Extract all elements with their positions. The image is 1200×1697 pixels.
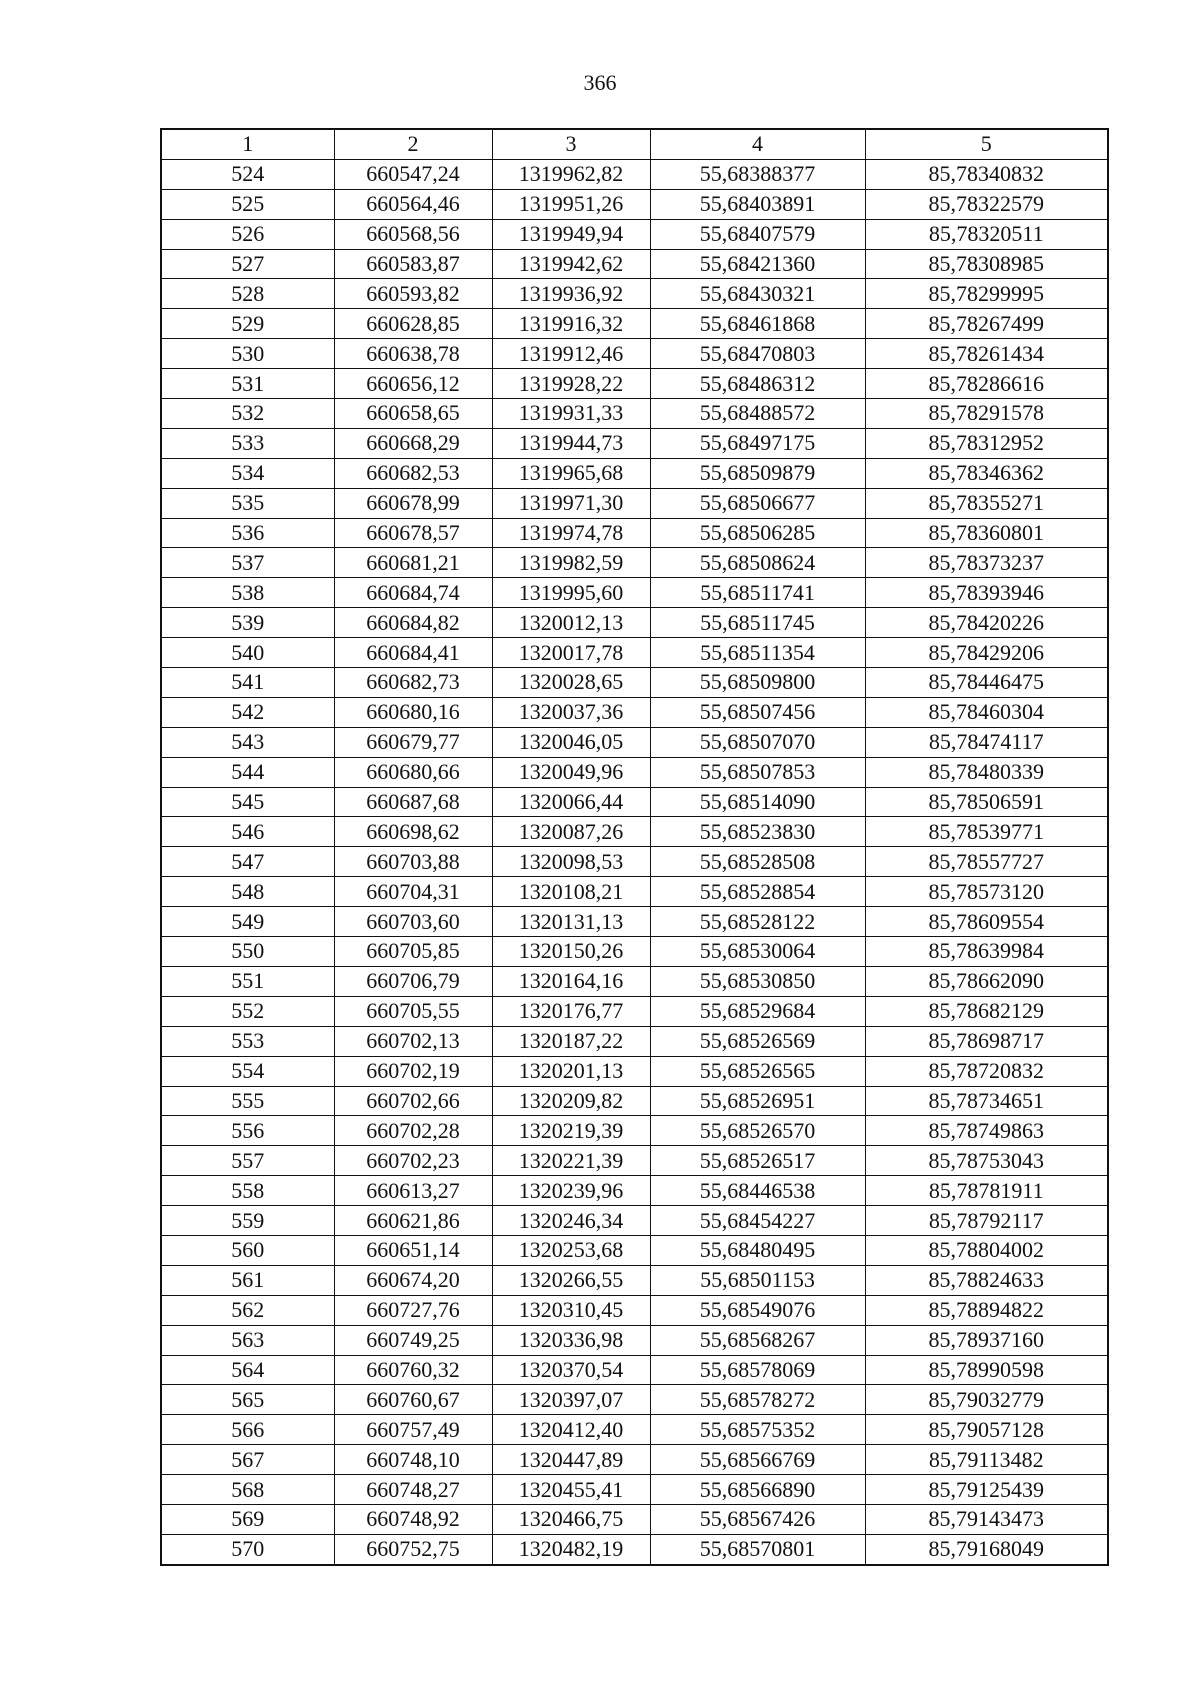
- table-row: [161, 1325, 1108, 1355]
- point-number-cell: 549: [161, 907, 334, 937]
- longitude-cell: 85,78299995: [865, 279, 1108, 309]
- latitude-cell: 55,68528508: [650, 847, 865, 877]
- x-coordinate-cell: 660656,12: [334, 369, 492, 399]
- longitude-cell: 85,78322579: [865, 189, 1108, 219]
- point-number-cell: 566: [161, 1415, 334, 1445]
- x-coordinate-cell: 660621,86: [334, 1206, 492, 1236]
- y-coordinate-cell: 1320310,45: [492, 1295, 650, 1325]
- table-row: [161, 548, 1108, 578]
- column-header-4: 4: [650, 129, 865, 159]
- x-coordinate-cell: 660702,66: [334, 1086, 492, 1116]
- y-coordinate-cell: 1319995,60: [492, 578, 650, 608]
- x-coordinate-cell: 660613,27: [334, 1176, 492, 1206]
- longitude-cell: 85,78639984: [865, 937, 1108, 967]
- latitude-cell: 55,68549076: [650, 1295, 865, 1325]
- point-number-cell: 559: [161, 1206, 334, 1236]
- longitude-cell: 85,78420226: [865, 608, 1108, 638]
- latitude-cell: 55,68509800: [650, 668, 865, 698]
- x-coordinate-cell: 660658,65: [334, 399, 492, 429]
- longitude-cell: 85,78792117: [865, 1206, 1108, 1236]
- table-row: [161, 1146, 1108, 1176]
- y-coordinate-cell: 1320466,75: [492, 1504, 650, 1534]
- table-row: [161, 1206, 1108, 1236]
- point-number-cell: 561: [161, 1265, 334, 1295]
- point-number-cell: 539: [161, 608, 334, 638]
- longitude-cell: 85,78320511: [865, 219, 1108, 249]
- y-coordinate-cell: 1320201,13: [492, 1056, 650, 1086]
- x-coordinate-cell: 660748,10: [334, 1445, 492, 1475]
- y-coordinate-cell: 1320221,39: [492, 1146, 650, 1176]
- table-row: [161, 458, 1108, 488]
- point-number-cell: 526: [161, 219, 334, 249]
- table-row: [161, 817, 1108, 847]
- longitude-cell: 85,78308985: [865, 249, 1108, 279]
- longitude-cell: 85,78460304: [865, 697, 1108, 727]
- point-number-cell: 530: [161, 339, 334, 369]
- longitude-cell: 85,78373237: [865, 548, 1108, 578]
- table-row: [161, 189, 1108, 219]
- y-coordinate-cell: 1320028,65: [492, 668, 650, 698]
- longitude-cell: 85,78824633: [865, 1265, 1108, 1295]
- table-row: [161, 996, 1108, 1026]
- y-coordinate-cell: 1320187,22: [492, 1026, 650, 1056]
- longitude-cell: 85,78340832: [865, 159, 1108, 189]
- longitude-cell: 85,78573120: [865, 877, 1108, 907]
- latitude-cell: 55,68508624: [650, 548, 865, 578]
- latitude-cell: 55,68507456: [650, 697, 865, 727]
- longitude-cell: 85,78360801: [865, 518, 1108, 548]
- point-number-cell: 541: [161, 668, 334, 698]
- longitude-cell: 85,78286616: [865, 369, 1108, 399]
- table-row: [161, 1445, 1108, 1475]
- latitude-cell: 55,68507853: [650, 757, 865, 787]
- y-coordinate-cell: 1320253,68: [492, 1235, 650, 1265]
- x-coordinate-cell: 660760,67: [334, 1385, 492, 1415]
- table-row: [161, 369, 1108, 399]
- point-number-cell: 545: [161, 787, 334, 817]
- x-coordinate-cell: 660702,19: [334, 1056, 492, 1086]
- y-coordinate-cell: 1320266,55: [492, 1265, 650, 1295]
- latitude-cell: 55,68530850: [650, 966, 865, 996]
- table-row: [161, 1475, 1108, 1505]
- point-number-cell: 532: [161, 399, 334, 429]
- y-coordinate-cell: 1320370,54: [492, 1355, 650, 1385]
- y-coordinate-cell: 1319974,78: [492, 518, 650, 548]
- y-coordinate-cell: 1320108,21: [492, 877, 650, 907]
- latitude-cell: 55,68526570: [650, 1116, 865, 1146]
- table-header: [161, 129, 1108, 159]
- table-row: [161, 697, 1108, 727]
- table-row: [161, 518, 1108, 548]
- x-coordinate-cell: 660749,25: [334, 1325, 492, 1355]
- y-coordinate-cell: 1320150,26: [492, 937, 650, 967]
- latitude-cell: 55,68511745: [650, 608, 865, 638]
- x-coordinate-cell: 660638,78: [334, 339, 492, 369]
- y-coordinate-cell: 1319942,62: [492, 249, 650, 279]
- table-row: [161, 907, 1108, 937]
- y-coordinate-cell: 1320066,44: [492, 787, 650, 817]
- table-row: [161, 578, 1108, 608]
- y-coordinate-cell: 1319936,92: [492, 279, 650, 309]
- point-number-cell: 562: [161, 1295, 334, 1325]
- x-coordinate-cell: 660684,74: [334, 578, 492, 608]
- x-coordinate-cell: 660752,75: [334, 1534, 492, 1564]
- latitude-cell: 55,68570801: [650, 1534, 865, 1564]
- point-number-cell: 551: [161, 966, 334, 996]
- latitude-cell: 55,68528854: [650, 877, 865, 907]
- point-number-cell: 525: [161, 189, 334, 219]
- latitude-cell: 55,68501153: [650, 1265, 865, 1295]
- x-coordinate-cell: 660593,82: [334, 279, 492, 309]
- y-coordinate-cell: 1319982,59: [492, 548, 650, 578]
- point-number-cell: 540: [161, 638, 334, 668]
- longitude-cell: 85,78749863: [865, 1116, 1108, 1146]
- point-number-cell: 564: [161, 1355, 334, 1385]
- x-coordinate-cell: 660583,87: [334, 249, 492, 279]
- coordinates-table: [160, 128, 1109, 1566]
- x-coordinate-cell: 660704,31: [334, 877, 492, 907]
- longitude-cell: 85,78662090: [865, 966, 1108, 996]
- longitude-cell: 85,78429206: [865, 638, 1108, 668]
- latitude-cell: 55,68506285: [650, 518, 865, 548]
- longitude-cell: 85,78312952: [865, 428, 1108, 458]
- y-coordinate-cell: 1320412,40: [492, 1415, 650, 1445]
- y-coordinate-cell: 1319912,46: [492, 339, 650, 369]
- y-coordinate-cell: 1320131,13: [492, 907, 650, 937]
- point-number-cell: 527: [161, 249, 334, 279]
- point-number-cell: 528: [161, 279, 334, 309]
- y-coordinate-cell: 1319944,73: [492, 428, 650, 458]
- point-number-cell: 537: [161, 548, 334, 578]
- x-coordinate-cell: 660748,92: [334, 1504, 492, 1534]
- latitude-cell: 55,68529684: [650, 996, 865, 1026]
- x-coordinate-cell: 660682,53: [334, 458, 492, 488]
- table-row: [161, 877, 1108, 907]
- x-coordinate-cell: 660702,13: [334, 1026, 492, 1056]
- point-number-cell: 524: [161, 159, 334, 189]
- x-coordinate-cell: 660687,68: [334, 787, 492, 817]
- y-coordinate-cell: 1320447,89: [492, 1445, 650, 1475]
- longitude-cell: 85,78261434: [865, 339, 1108, 369]
- point-number-cell: 570: [161, 1534, 334, 1564]
- y-coordinate-cell: 1320219,39: [492, 1116, 650, 1146]
- longitude-cell: 85,78539771: [865, 817, 1108, 847]
- point-number-cell: 529: [161, 309, 334, 339]
- y-coordinate-cell: 1320209,82: [492, 1086, 650, 1116]
- table-row: [161, 1504, 1108, 1534]
- x-coordinate-cell: 660568,56: [334, 219, 492, 249]
- x-coordinate-cell: 660705,85: [334, 937, 492, 967]
- latitude-cell: 55,68568267: [650, 1325, 865, 1355]
- x-coordinate-cell: 660703,60: [334, 907, 492, 937]
- longitude-cell: 85,78393946: [865, 578, 1108, 608]
- table-row: [161, 1086, 1108, 1116]
- x-coordinate-cell: 660748,27: [334, 1475, 492, 1505]
- longitude-cell: 85,79032779: [865, 1385, 1108, 1415]
- latitude-cell: 55,68470803: [650, 339, 865, 369]
- longitude-cell: 85,78609554: [865, 907, 1108, 937]
- point-number-cell: 563: [161, 1325, 334, 1355]
- x-coordinate-cell: 660680,16: [334, 697, 492, 727]
- page-number: 366: [583, 70, 617, 95]
- table-row: [161, 937, 1108, 967]
- latitude-cell: 55,68430321: [650, 279, 865, 309]
- y-coordinate-cell: 1319928,22: [492, 369, 650, 399]
- longitude-cell: 85,78346362: [865, 458, 1108, 488]
- point-number-cell: 535: [161, 488, 334, 518]
- latitude-cell: 55,68578069: [650, 1355, 865, 1385]
- table-row: [161, 1235, 1108, 1265]
- longitude-cell: 85,79125439: [865, 1475, 1108, 1505]
- latitude-cell: 55,68578272: [650, 1385, 865, 1415]
- latitude-cell: 55,68407579: [650, 219, 865, 249]
- x-coordinate-cell: 660757,49: [334, 1415, 492, 1445]
- latitude-cell: 55,68566890: [650, 1475, 865, 1505]
- y-coordinate-cell: 1320098,53: [492, 847, 650, 877]
- latitude-cell: 55,68566769: [650, 1445, 865, 1475]
- point-number-cell: 548: [161, 877, 334, 907]
- latitude-cell: 55,68509879: [650, 458, 865, 488]
- longitude-cell: 85,79113482: [865, 1445, 1108, 1475]
- y-coordinate-cell: 1319949,94: [492, 219, 650, 249]
- longitude-cell: 85,78804002: [865, 1235, 1108, 1265]
- table-row: [161, 428, 1108, 458]
- y-coordinate-cell: 1320087,26: [492, 817, 650, 847]
- latitude-cell: 55,68526517: [650, 1146, 865, 1176]
- point-number-cell: 569: [161, 1504, 334, 1534]
- latitude-cell: 55,68575352: [650, 1415, 865, 1445]
- latitude-cell: 55,68497175: [650, 428, 865, 458]
- x-coordinate-cell: 660628,85: [334, 309, 492, 339]
- x-coordinate-cell: 660684,41: [334, 638, 492, 668]
- table-row: [161, 608, 1108, 638]
- x-coordinate-cell: 660678,99: [334, 488, 492, 518]
- table-row: [161, 399, 1108, 429]
- y-coordinate-cell: 1319931,33: [492, 399, 650, 429]
- table-row: [161, 339, 1108, 369]
- table-row: [161, 1026, 1108, 1056]
- longitude-cell: 85,78720832: [865, 1056, 1108, 1086]
- latitude-cell: 55,68461868: [650, 309, 865, 339]
- table-row: [161, 727, 1108, 757]
- x-coordinate-cell: 660760,32: [334, 1355, 492, 1385]
- x-coordinate-cell: 660679,77: [334, 727, 492, 757]
- y-coordinate-cell: 1320176,77: [492, 996, 650, 1026]
- point-number-cell: 552: [161, 996, 334, 1026]
- table-row: [161, 488, 1108, 518]
- point-number-cell: 544: [161, 757, 334, 787]
- point-number-cell: 547: [161, 847, 334, 877]
- latitude-cell: 55,68511354: [650, 638, 865, 668]
- point-number-cell: 558: [161, 1176, 334, 1206]
- x-coordinate-cell: 660651,14: [334, 1235, 492, 1265]
- y-coordinate-cell: 1320037,36: [492, 697, 650, 727]
- longitude-cell: 85,78446475: [865, 668, 1108, 698]
- latitude-cell: 55,68523830: [650, 817, 865, 847]
- table-row: [161, 668, 1108, 698]
- x-coordinate-cell: 660678,57: [334, 518, 492, 548]
- y-coordinate-cell: 1320397,07: [492, 1385, 650, 1415]
- latitude-cell: 55,68528122: [650, 907, 865, 937]
- y-coordinate-cell: 1319965,68: [492, 458, 650, 488]
- x-coordinate-cell: 660682,73: [334, 668, 492, 698]
- longitude-cell: 85,78355271: [865, 488, 1108, 518]
- y-coordinate-cell: 1320164,16: [492, 966, 650, 996]
- point-number-cell: 556: [161, 1116, 334, 1146]
- latitude-cell: 55,68480495: [650, 1235, 865, 1265]
- y-coordinate-cell: 1320049,96: [492, 757, 650, 787]
- point-number-cell: 553: [161, 1026, 334, 1056]
- column-header-3: 3: [492, 129, 650, 159]
- column-header-1: 1: [161, 129, 334, 159]
- y-coordinate-cell: 1320239,96: [492, 1176, 650, 1206]
- latitude-cell: 55,68514090: [650, 787, 865, 817]
- longitude-cell: 85,79143473: [865, 1504, 1108, 1534]
- point-number-cell: 550: [161, 937, 334, 967]
- table-row: [161, 219, 1108, 249]
- point-number-cell: 567: [161, 1445, 334, 1475]
- point-number-cell: 538: [161, 578, 334, 608]
- latitude-cell: 55,68454227: [650, 1206, 865, 1236]
- latitude-cell: 55,68507070: [650, 727, 865, 757]
- x-coordinate-cell: 660702,23: [334, 1146, 492, 1176]
- point-number-cell: 555: [161, 1086, 334, 1116]
- longitude-cell: 85,78753043: [865, 1146, 1108, 1176]
- x-coordinate-cell: 660703,88: [334, 847, 492, 877]
- table-row: [161, 1176, 1108, 1206]
- point-number-cell: 531: [161, 369, 334, 399]
- x-coordinate-cell: 660698,62: [334, 817, 492, 847]
- latitude-cell: 55,68488572: [650, 399, 865, 429]
- y-coordinate-cell: 1320336,98: [492, 1325, 650, 1355]
- y-coordinate-cell: 1320455,41: [492, 1475, 650, 1505]
- x-coordinate-cell: 660564,46: [334, 189, 492, 219]
- x-coordinate-cell: 660705,55: [334, 996, 492, 1026]
- x-coordinate-cell: 660684,82: [334, 608, 492, 638]
- y-coordinate-cell: 1319951,26: [492, 189, 650, 219]
- longitude-cell: 85,78990598: [865, 1355, 1108, 1385]
- x-coordinate-cell: 660727,76: [334, 1295, 492, 1325]
- latitude-cell: 55,68567426: [650, 1504, 865, 1534]
- table-body: [161, 159, 1108, 1564]
- column-header-2: 2: [334, 129, 492, 159]
- table-row: [161, 787, 1108, 817]
- x-coordinate-cell: 660680,66: [334, 757, 492, 787]
- x-coordinate-cell: 660681,21: [334, 548, 492, 578]
- latitude-cell: 55,68486312: [650, 369, 865, 399]
- point-number-cell: 565: [161, 1385, 334, 1415]
- table-row: [161, 279, 1108, 309]
- y-coordinate-cell: 1319916,32: [492, 309, 650, 339]
- latitude-cell: 55,68526951: [650, 1086, 865, 1116]
- longitude-cell: 85,78894822: [865, 1295, 1108, 1325]
- latitude-cell: 55,68526569: [650, 1026, 865, 1056]
- point-number-cell: 534: [161, 458, 334, 488]
- longitude-cell: 85,78506591: [865, 787, 1108, 817]
- point-number-cell: 557: [161, 1146, 334, 1176]
- longitude-cell: 85,78781911: [865, 1176, 1108, 1206]
- y-coordinate-cell: 1320482,19: [492, 1534, 650, 1564]
- table-row: [161, 1415, 1108, 1445]
- point-number-cell: 542: [161, 697, 334, 727]
- longitude-cell: 85,78557727: [865, 847, 1108, 877]
- latitude-cell: 55,68403891: [650, 189, 865, 219]
- point-number-cell: 536: [161, 518, 334, 548]
- latitude-cell: 55,68506677: [650, 488, 865, 518]
- table-row: [161, 1295, 1108, 1325]
- latitude-cell: 55,68421360: [650, 249, 865, 279]
- longitude-cell: 85,78267499: [865, 309, 1108, 339]
- table-row: [161, 638, 1108, 668]
- latitude-cell: 55,68511741: [650, 578, 865, 608]
- point-number-cell: 568: [161, 1475, 334, 1505]
- column-header-5: 5: [865, 129, 1108, 159]
- y-coordinate-cell: 1320246,34: [492, 1206, 650, 1236]
- longitude-cell: 85,78480339: [865, 757, 1108, 787]
- point-number-cell: 554: [161, 1056, 334, 1086]
- y-coordinate-cell: 1319971,30: [492, 488, 650, 518]
- table-row: [161, 1056, 1108, 1086]
- y-coordinate-cell: 1320046,05: [492, 727, 650, 757]
- table-row: [161, 757, 1108, 787]
- table-row: [161, 966, 1108, 996]
- point-number-cell: 546: [161, 817, 334, 847]
- latitude-cell: 55,68446538: [650, 1176, 865, 1206]
- x-coordinate-cell: 660706,79: [334, 966, 492, 996]
- y-coordinate-cell: 1319962,82: [492, 159, 650, 189]
- x-coordinate-cell: 660674,20: [334, 1265, 492, 1295]
- y-coordinate-cell: 1320017,78: [492, 638, 650, 668]
- longitude-cell: 85,78937160: [865, 1325, 1108, 1355]
- latitude-cell: 55,68526565: [650, 1056, 865, 1086]
- header-row: [161, 129, 1108, 159]
- y-coordinate-cell: 1320012,13: [492, 608, 650, 638]
- x-coordinate-cell: 660702,28: [334, 1116, 492, 1146]
- latitude-cell: 55,68388377: [650, 159, 865, 189]
- table-row: [161, 1265, 1108, 1295]
- table-row: [161, 159, 1108, 189]
- longitude-cell: 85,78291578: [865, 399, 1108, 429]
- longitude-cell: 85,78698717: [865, 1026, 1108, 1056]
- table-row: [161, 1116, 1108, 1146]
- point-number-cell: 533: [161, 428, 334, 458]
- table-row: [161, 1534, 1108, 1564]
- x-coordinate-cell: 660668,29: [334, 428, 492, 458]
- table-row: [161, 309, 1108, 339]
- point-number-cell: 560: [161, 1235, 334, 1265]
- table-row: [161, 1385, 1108, 1415]
- longitude-cell: 85,78734651: [865, 1086, 1108, 1116]
- longitude-cell: 85,78682129: [865, 996, 1108, 1026]
- point-number-cell: 543: [161, 727, 334, 757]
- latitude-cell: 55,68530064: [650, 937, 865, 967]
- longitude-cell: 85,78474117: [865, 727, 1108, 757]
- table-row: [161, 847, 1108, 877]
- table-row: [161, 1355, 1108, 1385]
- table-row: [161, 249, 1108, 279]
- longitude-cell: 85,79168049: [865, 1534, 1108, 1564]
- longitude-cell: 85,79057128: [865, 1415, 1108, 1445]
- x-coordinate-cell: 660547,24: [334, 159, 492, 189]
